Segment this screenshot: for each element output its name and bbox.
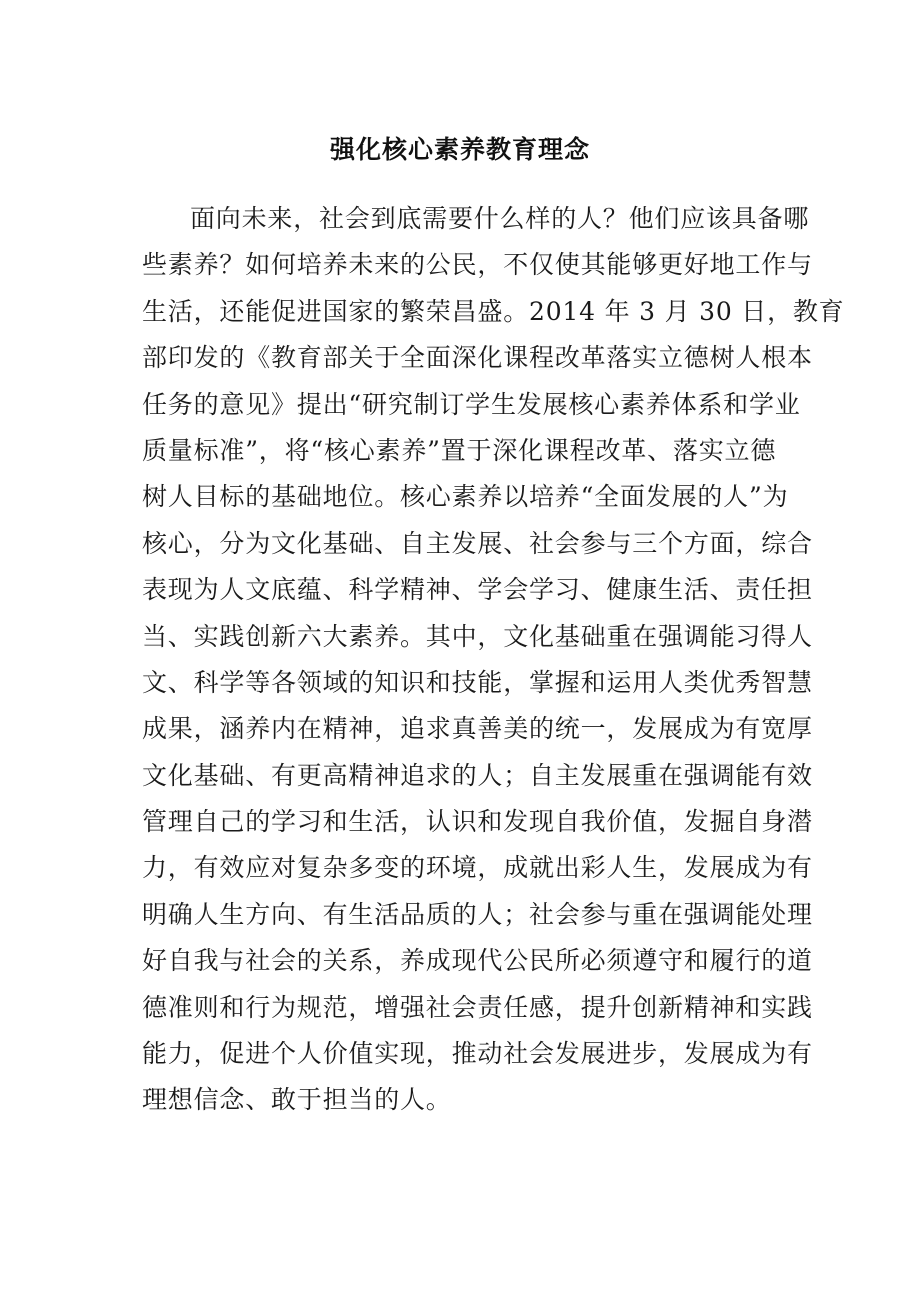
paragraph-line: 部印发的《教育部关于全面深化课程改革落实立德树人根本: [142, 343, 813, 373]
body-paragraph: [142, 196, 845, 1124]
paragraph-line: 成果，涵养内在精神，追求真善美的统一，发展成为有宽厚: [142, 714, 813, 744]
paragraph-line: 文、科学等各领域的知识和技能，掌握和运用人类优秀智慧: [142, 667, 813, 697]
paragraph-line: 管理自己的学习和生活，认识和发现自我价值，发掘自身潜: [142, 807, 813, 837]
document-title: 强化核心素养教育理念: [329, 135, 590, 164]
paragraph-line: 理想信念、敢于担当的人。: [142, 1085, 452, 1115]
paragraph-line: 当、实践创新六大素养。其中，文化基础重在强调能习得人: [142, 621, 813, 651]
paragraph-line: 面向未来，社会到底需要什么样的人？他们应该具备哪: [190, 204, 810, 233]
paragraph-line: 力，有效应对复杂多变的环境，成就出彩人生，发展成为有: [142, 853, 813, 883]
paragraph-line: 任务的意见》提出“研究制订学生发展核心素养体系和学业: [142, 389, 801, 419]
paragraph-line: 生活，还能促进国家的繁荣昌盛。2014 年 3 月 30 日，教育: [142, 296, 845, 326]
paragraph-line: 明确人生方向、有生活品质的人；社会参与重在强调能处理: [142, 899, 813, 929]
paragraph-line: 质量标准”，将“核心素养”置于深化课程改革、落实立德: [142, 435, 777, 465]
paragraph-line: 表现为人文底蕴、科学精神、学会学习、健康生活、责任担: [142, 575, 813, 605]
paragraph-line: 树人目标的基础地位。核心素养以培养“全面发展的人”为: [142, 482, 789, 512]
paragraph-line: 些素养？如何培养未来的公民，不仅使其能够更好地工作与: [142, 250, 813, 280]
paragraph-line: 德准则和行为规范，增强社会责任感，提升创新精神和实践: [142, 992, 813, 1022]
paragraph-line: 核心，分为文化基础、自主发展、社会参与三个方面，综合: [142, 528, 813, 558]
paragraph-line: 能力，促进个人价值实现，推动社会发展进步，发展成为有: [142, 1039, 813, 1069]
paragraph-line: 好自我与社会的关系，养成现代公民所必须遵守和履行的道: [142, 946, 813, 976]
paragraph-line: 文化基础、有更高精神追求的人；自主发展重在强调能有效: [142, 760, 813, 790]
